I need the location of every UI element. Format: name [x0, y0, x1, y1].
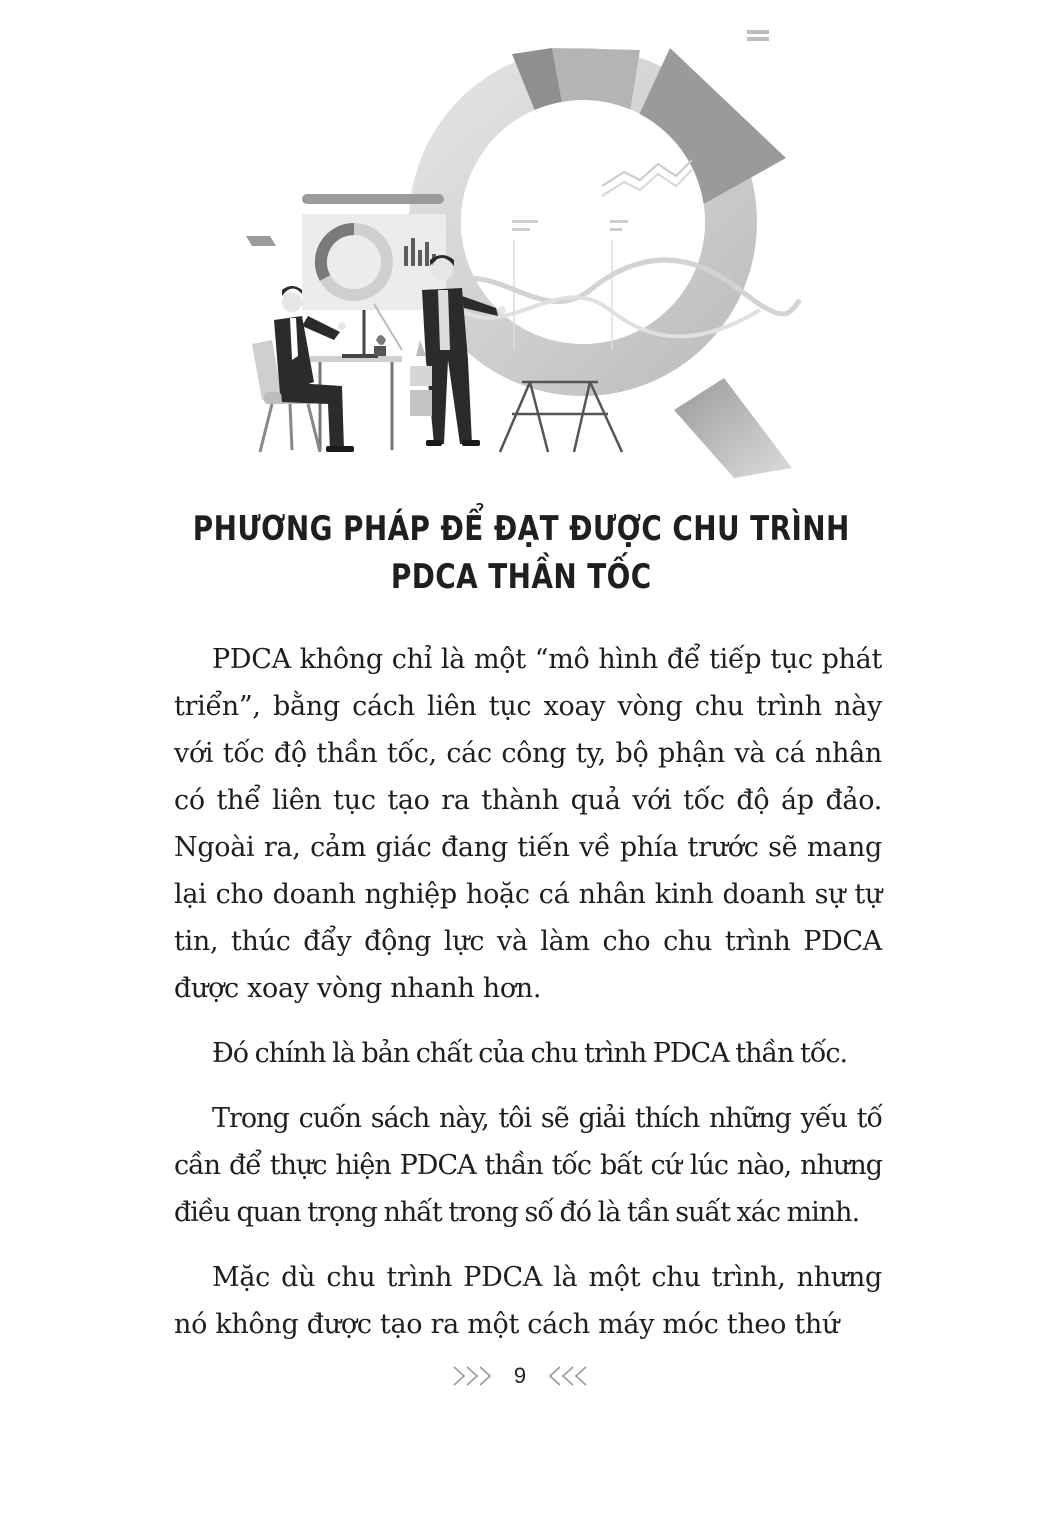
- section-heading: [95, 505, 948, 601]
- magnifier-donut-icon: [435, 48, 800, 478]
- decor-marks-icon: [747, 30, 769, 41]
- chevrons-left-icon: [544, 1364, 588, 1388]
- paragraph: PDCA không chỉ là một “mô hình để tiếp tục phát triển”, bằng cách liên tục xoay vòng chu trình này với tốc độ thần tốc, các công ty, bộ phận và cá nhân có thể liên tục tạo ra thành quả với tốc độ áp đảo. Ngoài ra, cảm giác đang tiến về phía trước sẽ mang lại cho doanh nghiệp hoặc cá nhân kinh doanh sự tự tin, thúc đẩy động lực và làm cho chu trình PDCA được xoay vòng nhanh hơn.: [174, 644, 882, 1004]
- paragraph: Trong cuốn sách này, tôi sẽ giải thích những yếu tố cần để thực hiện PDCA thần tốc bất cứ lúc nào, nhưng điều quan trọng nhất trong số đó là tần suất xác minh.: [174, 1103, 882, 1228]
- header-illustration: [230, 10, 810, 480]
- paragraph: Đó chính là bản chất của chu trình PDCA thần tốc.: [212, 1038, 848, 1069]
- heading-line-1: PHƯƠNG PHÁP ĐỂ ĐẠT ĐƯỢC CHU TRÌNH: [192, 509, 850, 549]
- page-footer: [0, 1358, 1040, 1394]
- page-number: 9: [513, 1363, 527, 1388]
- paragraph: Mặc dù chu trình PDCA là một chu trình, nhưng nó không được tạo ra một cách máy móc theo thứ: [174, 1262, 882, 1340]
- heading-line-2: PDCA THẦN TỐC: [390, 557, 652, 597]
- chevrons-right-icon: [452, 1364, 496, 1388]
- body-text: [174, 636, 882, 1366]
